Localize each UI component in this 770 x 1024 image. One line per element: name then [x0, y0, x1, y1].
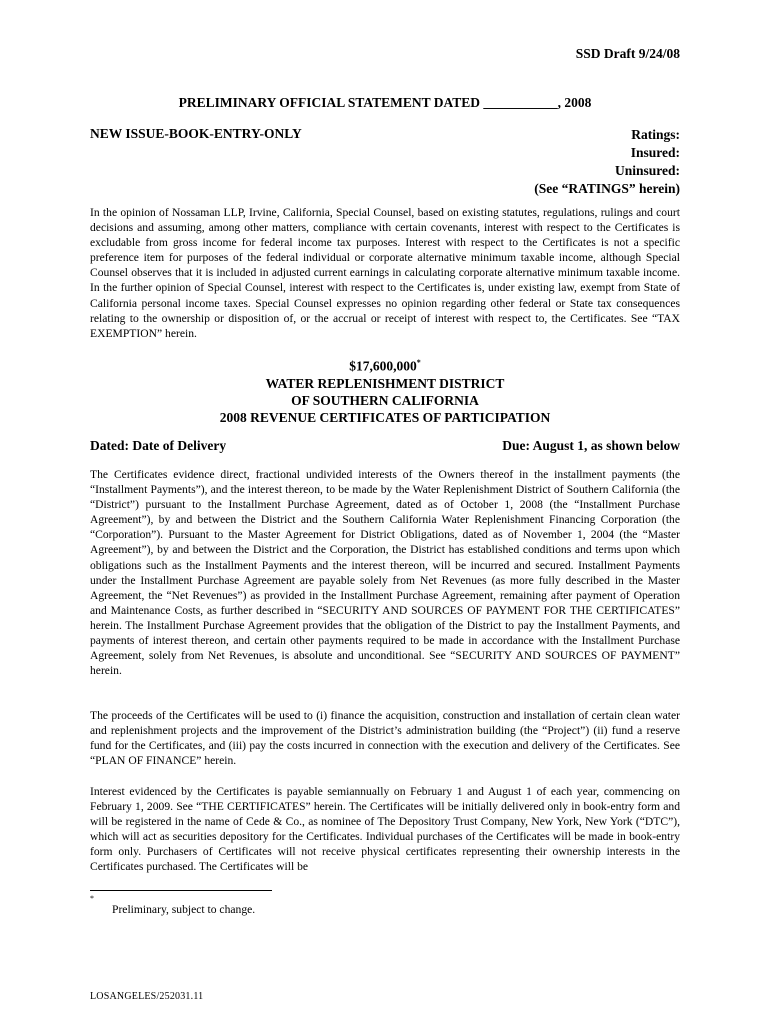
principal-amount: $17,600,000 — [349, 358, 417, 374]
ratings-label: Ratings: — [631, 127, 680, 142]
proceeds-paragraph: The proceeds of the Certificates will be used to (i) finance the acquisition, construction and installation of certain clean water and replenishment projects and the improvement of the District’s administration building (the “Project”) (ii) fund a reserve fund for the Certificates, and (iii) pay the costs incurred in connection with the execution and delivery of the Certificates. See “PLAN OF FINANCE” herein. — [90, 709, 680, 768]
issue-name: 2008 REVENUE CERTIFICATES OF PARTICIPATION — [219, 409, 551, 425]
heading-amount-line — [0, 354, 770, 375]
dated-label: Dated: Date of Delivery — [90, 438, 227, 453]
insured-label: Insured: — [630, 145, 680, 160]
footnote-mark: * — [90, 894, 94, 903]
tax-opinion-paragraph: In the opinion of Nossaman LLP, Irvine, California, Special Counsel, based on existing statutes, regulations, rulings and court decisions and assuming, among other matters, compliance with certain covenants, interest with respect to the Certificates is excludable from gross income for federal income tax purposes. Interest with respect to the Certificates is not a specific preference item for purposes of the federal individual or corporate alternative minimum taxable income, although Special Counsel observes that it is included in adjusted current earnings in calculating corporate alternative minimum taxable income. In the further opinion of Special Counsel, interest with respect to the Certificates is, under existing law, exempt from State of California personal income taxes. Special Counsel expresses no opinion regarding other federal or State tax consequences relating to the ownership or disposition of, or the accrual or receipt of interest with respect to, the Certificates. See “TAX EXEMPTION” herein. — [90, 206, 680, 340]
issuer-line-1: WATER REPLENISHMENT DISTRICT — [265, 375, 505, 391]
see-ratings-note: (See “RATINGS” herein) — [534, 181, 680, 196]
footnote-text: Preliminary, subject to change. — [112, 903, 256, 916]
interest-paragraph: Interest evidenced by the Certificates is payable semiannually on February 1 and August 1 of each year, commencing on February 1, 2009. See “THE CERTIFICATES” herein. The Certificates will be initially delivered only in book-entry form and will be registered in the name of Cede & Co., as nominee of The Depository Trust Company, New York, New York (“DTC”), which will act as securities depository for the Certificates. Individual purchases of the Certificates will be made in book-entry form only. Purchasers of Certificates will not receive physical certificates representing their ownership interests in the Certificates purchased. The Certificates will be — [90, 785, 680, 874]
uninsured-label: Uninsured: — [614, 163, 680, 178]
due-label: Due: August 1, as shown below — [502, 438, 680, 453]
document-id: LOSANGELES/252031.11 — [90, 991, 204, 1002]
issue-type: NEW ISSUE-BOOK-ENTRY-ONLY — [90, 126, 302, 141]
ratings-block — [534, 126, 680, 198]
amount-footnote-mark: * — [416, 358, 421, 367]
draft-label: SSD Draft 9/24/08 — [575, 46, 680, 61]
pos-title: PRELIMINARY OFFICIAL STATEMENT DATED ___________, 2008 — [178, 95, 592, 110]
issuer-line-2: OF SOUTHERN CALIFORNIA — [291, 392, 479, 408]
footnote-divider — [90, 890, 272, 891]
issue-heading — [0, 354, 770, 426]
certificates-paragraph: The Certificates evidence direct, fractional undivided interests of the Owners thereof in the installment payments (the “Installment Payments”), and the interest thereon, to be made by the Water Replenishment District of Southern California (the “District”) pursuant to the Installment Purchase Agreement, dated as of October 1, 2008 (the “Installment Purchase Agreement”), by and between the District and the Southern California Water Replenishment Financing Corporation (the “Corporation”). Pursuant to the Master Agreement for District Obligations, dated as of November 1, 2004 (the “Master Agreement”), by and between the District and the Corporation, the District has established conditions and terms upon which obligations such as the Installment Payments and the interest thereon, will be incurred and secured. Installment Payments under the Installment Purchase Agreement are payable solely from Net Revenues (as more fully described in the Master Agreement, the “Net Revenues”) as provided in the Installment Purchase Agreement, remaining after payment of Operation and Maintenance Costs, as further described in “SECURITY AND SOURCES OF PAYMENT FOR THE CERTIFICATES” herein. The Installment Purchase Agreement provides that the obligation of the District to pay the Installment Payments, and payments of interest thereon, and certain other payments required to be made in accordance with the Installment Purchase Agreement, solely from Net Revenues, is absolute and unconditional. See “SECURITY AND SOURCES OF PAYMENT” herein. — [90, 468, 680, 678]
footnote — [90, 894, 256, 916]
